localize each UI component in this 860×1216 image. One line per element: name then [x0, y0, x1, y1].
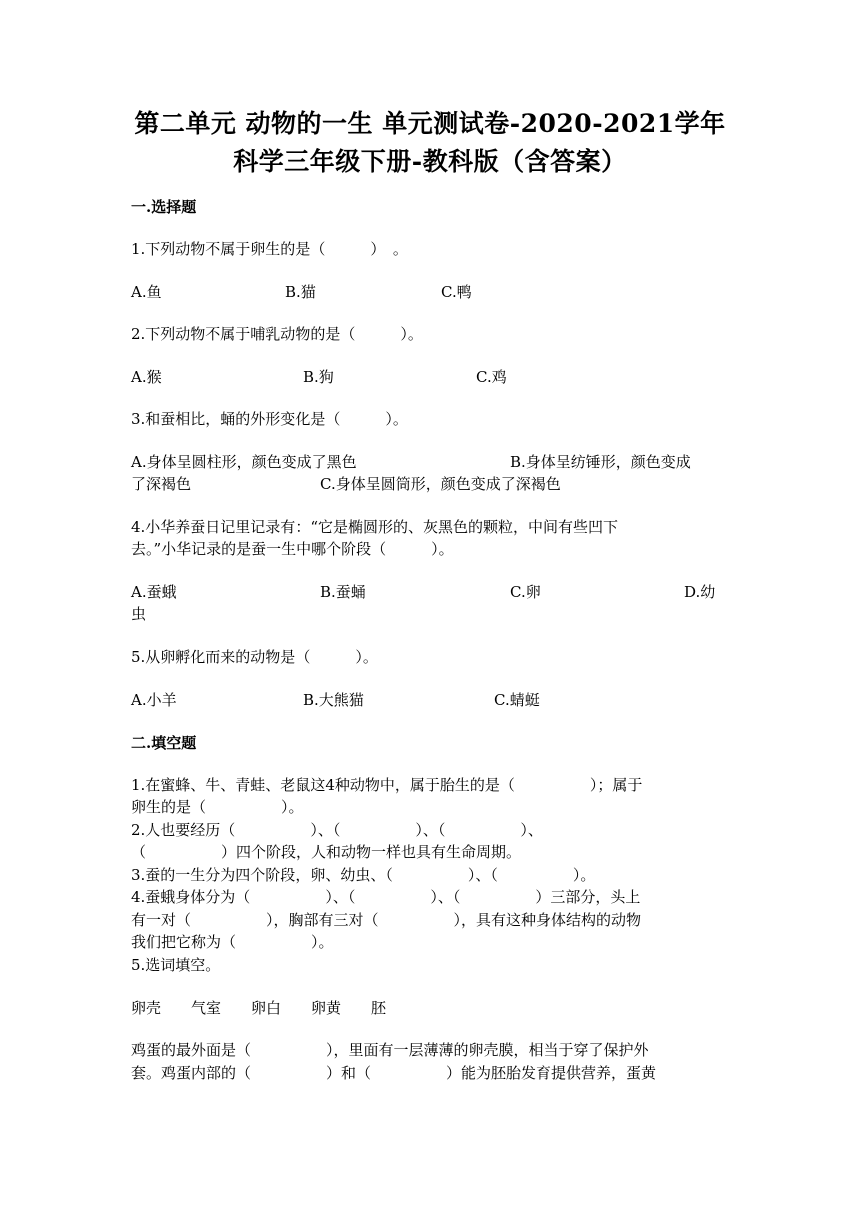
fill-line: 有一对（ ），胸部有三对（ ），具有这种身体结构的动物: [131, 911, 642, 929]
question-3-option-b-cont: 了深褐色: [131, 475, 192, 493]
question-3-option-b: B.身体呈纺锤形，颜色变成: [510, 453, 691, 471]
fill-line: 卵生的是（ ）。: [131, 798, 304, 816]
question-3-option-c: C.身体呈圆筒形，颜色变成了深褐色: [320, 475, 561, 493]
question-4-option-a: A.蚕蛾: [131, 583, 177, 601]
question-5-option-b: B.大熊猫: [303, 691, 364, 709]
question-1-option-a: A.鱼: [131, 283, 162, 301]
section-heading-fill: 二.填空题: [131, 734, 197, 752]
section-heading-choice: 一.选择题: [131, 198, 197, 216]
question-4-stem-line2: 去。”小华记录的是蚕一生中哪个阶段（ ）。: [131, 540, 454, 558]
fill-line: 我们把它称为（ ）。: [131, 933, 334, 951]
question-5-stem: 5.从卵孵化而来的动物是（ ）。: [131, 648, 378, 666]
question-4-option-d: D.幼: [684, 583, 716, 601]
question-2-option-c: C.鸡: [476, 368, 507, 386]
fill-line: 3.蚕的一生分为四个阶段，卵、幼虫、（ ）、（ ）。: [131, 866, 596, 884]
question-2-option-a: A.猴: [131, 368, 162, 386]
question-3-option-a: A.身体呈圆柱形，颜色变成了黑色: [131, 453, 357, 471]
doc-title-line2: 科学三年级下册-教科版（含答案）: [233, 147, 627, 176]
word-bank: 卵壳 气室 卵白 卵黄 胚: [131, 999, 387, 1017]
question-3-stem: 3.和蚕相比，蛹的外形变化是（ ）。: [131, 410, 408, 428]
question-2-stem: 2.下列动物不属于哺乳动物的是（ ）。: [131, 325, 423, 343]
question-4-stem-line1: 4.小华养蚕日记里记录有：“它是椭圆形的、灰黑色的颗粒，中间有些凹下: [131, 518, 618, 536]
question-4-option-d-cont: 虫: [131, 605, 147, 623]
question-5-option-c: C.蜻蜓: [494, 691, 540, 709]
fill-line: 5.选词填空。: [131, 956, 221, 974]
fill-paragraph-line1: 鸡蛋的最外面是（ ），里面有一层薄薄的卵壳膜，相当于穿了保护外: [131, 1041, 649, 1059]
fill-line: 4.蚕蛾身体分为（ ）、（ ）、（ ）三部分，头上: [131, 888, 641, 906]
question-4-option-b: B.蚕蛹: [320, 583, 366, 601]
fill-paragraph-line2: 套。鸡蛋内部的（ ）和（ ）能为胚胎发育提供营养，蛋黄: [131, 1064, 657, 1082]
doc-title-line1: 第二单元 动物的一生 单元测试卷-2020-2021学年: [134, 109, 726, 138]
fill-line: 2.人也要经历（ ）、（ ）、（ ）、: [131, 821, 543, 839]
fill-line: 1.在蜜蜂、牛、青蛙、老鼠这4种动物中，属于胎生的是（ ）；属于: [131, 776, 643, 794]
question-2-option-b: B.狗: [303, 368, 334, 386]
question-1-option-b: B.猫: [285, 283, 316, 301]
fill-line: （ ）四个阶段，人和动物一样也具有生命周期。: [131, 843, 522, 861]
question-1-stem: 1.下列动物不属于卵生的是（ ） 。: [131, 240, 408, 258]
question-1-option-c: C.鸭: [441, 283, 472, 301]
question-5-option-a: A.小羊: [131, 691, 177, 709]
question-4-option-c: C.卵: [510, 583, 541, 601]
